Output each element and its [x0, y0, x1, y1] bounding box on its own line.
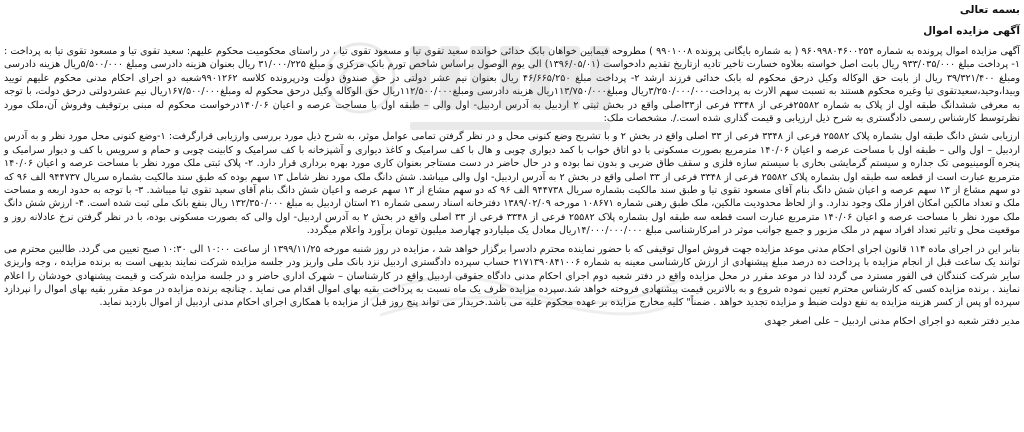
paragraph-case-details: آگهی مزایده اموال پرونده به شماره ۹۶۰۹۹۸۰۴۶۰۰۲۵۴ ( به شماره بایگانی پرونده ۹۹۰۱۰۰۸ ) مطروحه فیمابین خواهان بابک خدائی خوانده سعید تقوی تیا و مسعود تقوی تیا ، در راستای محکومیت محکوم علیهم: سعید تقوی تیا و مسعود تقوی تیا به پرداخت : ۱- پرداخت مبلغ ۹۳۳/۰۳۵/۰۰۰ ریال بابت اصل خواسته بعلاوه خسارت تاخیر تادیه ازتاریخ تقدیم دادخواست (۱۳۹۶/۰۵/۰۱) الی یوم الوصول براساس شاخص تورم بانک مرکزی و مبلغ ۳۱/۰۰۰/۲۲۵ ریال بعنوان هزینه دادرسی ومبلغ ۵/۵۰۰/۰۰۰ریال هزینه دادرسی ومبلغ ۳۹/۳۲۱/۴۰۰ ریال از بابت حق الوکاله وکیل درحق محکوم له بابک خدائی فرزند ارشد ۲- پرداخت مبلغ ۴۶/۶۶۵/۲۵۰ ریال بعنوان نیم عشر دولتی در حق صندوق دولت ودرپرونده کلاسه ۹۹۰۱۲۶۲شعبه دو اجرای احکام مدنی محکوم علیهم تویید وبیدا،وحید،سعیدتقوی تیا وغیره محکوم هستند به تسبت سهم الارث به پرداخت۳/۲۵۰/۰۰۰/۰۰۰ریال ومبلغ۱۱۳/۷۵۰/۰۰۰ریال هزینه دادرسی ومبلغ۱۱۲/۵۰۰/۰۰۰ریال حق الوکاله وکیل درحق محکوم له ومبلغ۱۶۷/۵۰۰/۰۰۰ریال نیم عشردولتی درحق دولت، با توجه به معرفی ششدانگ طبقه اول از پلاک به شماره ۲۵۵۸۲فرعی از ۳۳۴۸ فرعی از۳۳اصلی واقع در بخش ثبتی ۲ اردبیل به آدرس اردبیل- اول والی – طبقه اول با مساحت عرصه و اعیان ۱۴۰/۰۶درخواست محکوم له مبنی برتوقیف وفروش آن،ملک مورد نظرتوسط کارشناس رسمی دادگستری به شرح ذیل ارزیابی و قیمت گذاری شده است./. مشخصات ملک: — [4, 46, 1021, 125]
document-page — [4, 2, 1020, 430]
notice-title: آگهی مزایده اموال — [923, 25, 1020, 37]
paragraph-property-appraisal: ارزیابی شش دانگ طبقه اول بشماره پلاک ۲۵۵۸۲ فرعی از ۳۳۴۸ فرعی از ۳۳ اصلی واقع در بخش ۲ و با تشریح وضع کنونی محل و در نظر گرفتن تمامی عوامل موثر، به شرح ذیل مورد بررسی وارزیابی قرارگرفت: ۱-وضع کنونی محل مورد نظر و به آدرس اردبیل – اول والی – طبقه اول با مساحت عرصه و اعیان ۱۴۰/۰۶ مترمربع بصورت مسکونی با دو اتاق خواب با کمد دیواری چوبی و هال با کف سرامیک و کاغذ دیواری و آشپزخانه با کف سرامیک و کابینت چوبی و حمام و سرویس با کف و دیوار سرامیک و پنجره آلومینیومی تک جداره و سیستم گرمایشی بخاری با سیستم سازه فلزی و سقف طاق ضربی و بدون نما بوده و در حال حاضر در دست مستاجر بعنوان کاری مورد بهره برداری قرار دارد. ۲- پلاک ثبتی ملک مورد نظر با مساحت عرصه و اعیان ۱۴۰/۰۶ مترمربع عبارت است از قطعه سه طبقه اول بشماره پلاک ۲۵۵۸۲ فرعی از ۳۳۴۸ فرعی از ۳۳ اصلی واقع در بخش ۲ به آدرس اردبیل- اول والی میباشد. شش دانگ ملک مورد نظر شامل ۱۳ سهم بوده که طبق سند مالکیت بشماره سریال ۹۴۴۷۳۷ الف ۹۶ که دو سهم مشاع از ۱۳ سهم عرصه و اعیان شش دانگ بنام آقای مسعود تقوی تیا و طبق سند مالکیت بشماره سریال ۹۴۴۷۳۸ الف ۹۶ که دو سهم مشاع از ۱۳ سهم عرصه و اعیان شش دانگ بنام آقای سعید تقوی تیا میباشد. ۳- با توجه به حدود اربعه و مساحت ملک و تعداد مالکین امکان افراز ملک وجود ندارد. و از لحاظ محدودیت مالکین، ملک طبق رهنی شماره ۱۰۸۶۷۱ مورخه ۱۳۸۹/۰۲/۰۹ دفترخانه اسناد رسمی شماره ۲۱ استان اردبیل به مبلغ ۱۳۲/۳۵۰/۰۰۰ ریال بنفع بانک ملی ثبت شده است. ۴- ارزش شش دانگ ملک مورد نظر با مساحت عرصه و اعیان ۱۴۰/۰۶ مترمربع عبارت است قطعه سه طبقه اول بشماره پلاک ۲۵۵۸۲ فرعی از ۳۳۴۸ فرعی از ۳۳ اصلی واقع در بخش ۲ به آدرس اردبیل- اول والی که بصورت مسکونی بوده، با در نظر گرفتن نرخ عادلانه روز و موقعیت محل و تاثیر تعداد افراد سهم در ملک مزبور و جمیع جوانب موثر در امرکارشناسی مبلغ ۱۴/۰۰۰/۰۰۰/۰۰۰ریال معادل یک میلیاردو چهارصد میلیون تومان برآورد واعلام میگردد. — [4, 131, 1021, 237]
paragraph-auction-terms: بنابر این در اجرای ماده ۱۱۴ قانون اجرای احکام مدنی موعد مزایده جهت فروش اموال توقیفی که با حضور نماینده محترم دادسرا برگزار خواهد شد ، مزایده در روز شنبه مورخه ۱۳۹۹/۱۱/۲۵ از ساعت ۱۰:۰۰ الی ۱۰:۳۰ صبح تعیین می گردد. طالبین محترم می توانند یک ساعت قبل از انجام مزایده با پرداخت ده درصد مبلغ پیشنهادی از ارزش کارشناسی معینه به شماره ۲۱۷۱۳۹۰۸۴۱۰۰۶ حساب سپرده دادگستری اردبیل نزد بانک ملی واریز ودر جلسه مزایده شرکت نمایند بدیهی است به برنده مزایده ، وجه واریزی سایر شرکت کنندگان فی الفور مسترد می گردد لذا در موعد مقرر در محل مزایده واقع در دفتر شعبه دوم اجرای احکام مدنی دادگاه حقوقی اردبیل واقع در کارشناسان – شهرک اداری حاضر و در جلسه مزایده شرکت و قیمت پیشنهادی خودشان را اعلام نمایند . برنده مزایده کسی که کارشناس محترم تعیین نموده شروع و به بالاترین قیمت پیشنهادی فروخته خواهد شد.سپرده مزایده ظرف یک ماه نسبت به پرداخت بقیه بهای اموال اقدام می نماید . چنانچه برنده مزایده در موعد مقرر بقیه بهای اموال را نپردازد سپرده او پس از کسر هزینه مزایده به نفع دولت ضبط و مزایده تجدید خواهد . ضمناً" کلیه مخارج مزایده بر عهده محکوم علیه می باشد.خریدار می تواند پنج روز قبل از مزایده با همکاری اجرای احکام مدنی اردبیل از اموال بازدید نماید. — [4, 243, 1021, 309]
basmala-heading: بسمه تعالی — [959, 4, 1020, 16]
signature-line: مدیر دفتر شعبه دو اجرای احکام مدنی اردبیل – علی اصغر جهدی — [764, 315, 1020, 327]
